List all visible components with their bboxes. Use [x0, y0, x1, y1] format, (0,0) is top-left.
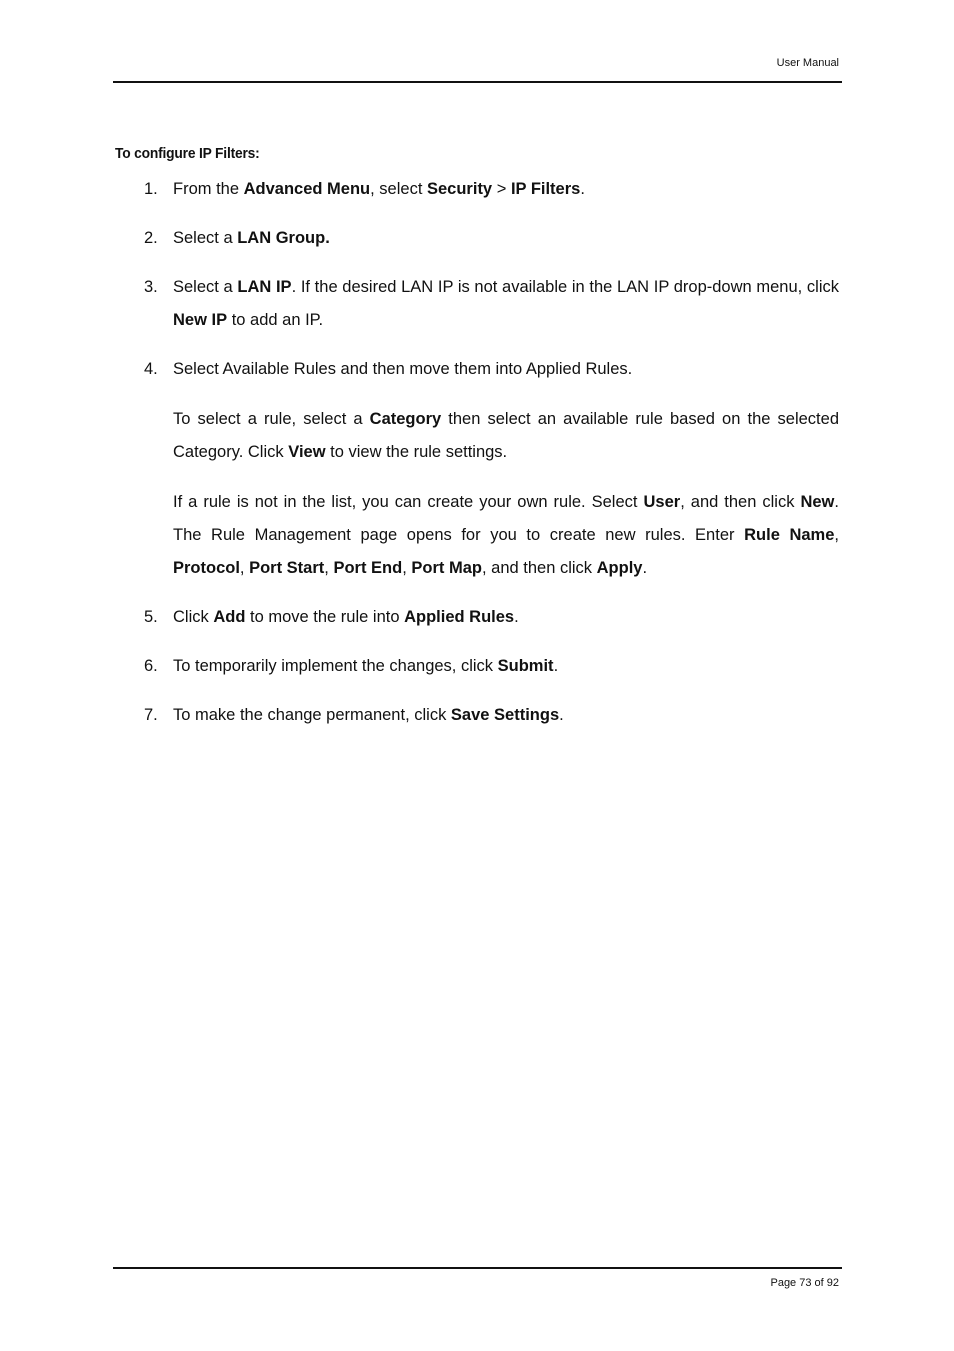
- bold-term: Advanced Menu: [243, 180, 371, 198]
- bold-term: Submit: [497, 657, 554, 675]
- list-item: [115, 222, 839, 255]
- text-run: From the: [173, 180, 244, 198]
- list-item: [115, 699, 839, 732]
- bold-term: Port End: [333, 559, 403, 577]
- text-run: . The Rule Management page opens for you to create new rules. Enter: [173, 493, 839, 544]
- bold-term: IP Filters: [510, 180, 581, 198]
- text-run: .: [580, 180, 585, 198]
- bold-term: LAN IP: [237, 278, 292, 296]
- document-body: [115, 173, 839, 748]
- step-paragraph: [173, 601, 839, 634]
- step-number: 4.: [144, 360, 158, 378]
- text-run: then select an available rule based on the selected Category. Click: [173, 410, 839, 461]
- section-title: To configure IP Filters:: [115, 145, 260, 162]
- bold-term: Rule Name: [744, 526, 835, 544]
- step-number: 5.: [144, 608, 158, 626]
- text-run: .: [642, 559, 648, 577]
- step-number: 7.: [144, 706, 158, 724]
- bold-term: Protocol: [173, 559, 240, 577]
- text-run: Select Available Rules and then move them into Applied Rules.: [173, 360, 633, 378]
- text-run: to move the rule into: [245, 608, 405, 626]
- text-run: , and then click: [481, 559, 597, 577]
- bold-term: New IP: [173, 311, 228, 329]
- bold-term: New: [800, 493, 835, 511]
- text-run: Select a: [173, 278, 238, 296]
- text-run: .: [559, 706, 564, 724]
- text-run: to view the rule settings.: [325, 443, 508, 461]
- text-run: ,: [402, 559, 412, 577]
- list-item: [115, 601, 839, 634]
- bold-term: Applied Rules: [404, 608, 515, 626]
- footer-rule: [113, 1267, 842, 1269]
- step-paragraph: [173, 222, 839, 255]
- bold-term: Port Map: [411, 559, 482, 577]
- step-paragraph: [173, 403, 839, 469]
- text-run: If a rule is not in the list, you can create your own rule. Select: [173, 493, 644, 511]
- bold-term: Security: [427, 180, 493, 198]
- bold-term: Save Settings: [450, 706, 560, 724]
- step-paragraph: [173, 699, 839, 732]
- text-run: , select: [370, 180, 427, 198]
- text-run: ,: [834, 526, 840, 544]
- bold-term: LAN Group.: [237, 229, 330, 247]
- step-number: 1.: [144, 180, 158, 198]
- steps-list: [115, 173, 839, 732]
- text-run: ,: [324, 559, 334, 577]
- text-run: to add an IP.: [227, 311, 324, 329]
- text-run: >: [492, 180, 511, 198]
- text-run: To temporarily implement the changes, click: [173, 657, 498, 675]
- step-number: 6.: [144, 657, 158, 675]
- text-run: Select a: [173, 229, 238, 247]
- page-number: Page 73 of 92: [770, 1277, 839, 1289]
- list-item: [115, 173, 839, 206]
- bold-term: Category: [369, 410, 442, 428]
- text-run: .: [514, 608, 519, 626]
- list-item: [115, 650, 839, 683]
- bold-term: View: [288, 443, 326, 461]
- text-run: ,: [239, 559, 250, 577]
- header-label: User Manual: [776, 57, 839, 69]
- text-run: , and then click: [680, 493, 801, 511]
- step-paragraph: [173, 353, 839, 386]
- bold-term: User: [643, 493, 681, 511]
- step-number: 2.: [144, 229, 158, 247]
- step-paragraph: [173, 486, 839, 585]
- bold-term: Add: [213, 608, 246, 626]
- step-paragraph: [173, 173, 839, 206]
- bold-term: Apply: [596, 559, 643, 577]
- bold-term: Port Start: [249, 559, 325, 577]
- header-rule: [113, 81, 842, 83]
- text-run: To make the change permanent, click: [173, 706, 451, 724]
- list-item: [115, 271, 839, 337]
- step-number: 3.: [144, 278, 158, 296]
- text-run: . If the desired LAN IP is not available in the LAN IP drop-down menu, click: [291, 278, 839, 296]
- text-run: Click: [173, 608, 214, 626]
- list-item: [115, 353, 839, 585]
- text-run: To select a rule, select a: [173, 410, 370, 428]
- step-paragraph: [173, 650, 839, 683]
- step-paragraph: [173, 271, 839, 337]
- text-run: .: [553, 657, 559, 675]
